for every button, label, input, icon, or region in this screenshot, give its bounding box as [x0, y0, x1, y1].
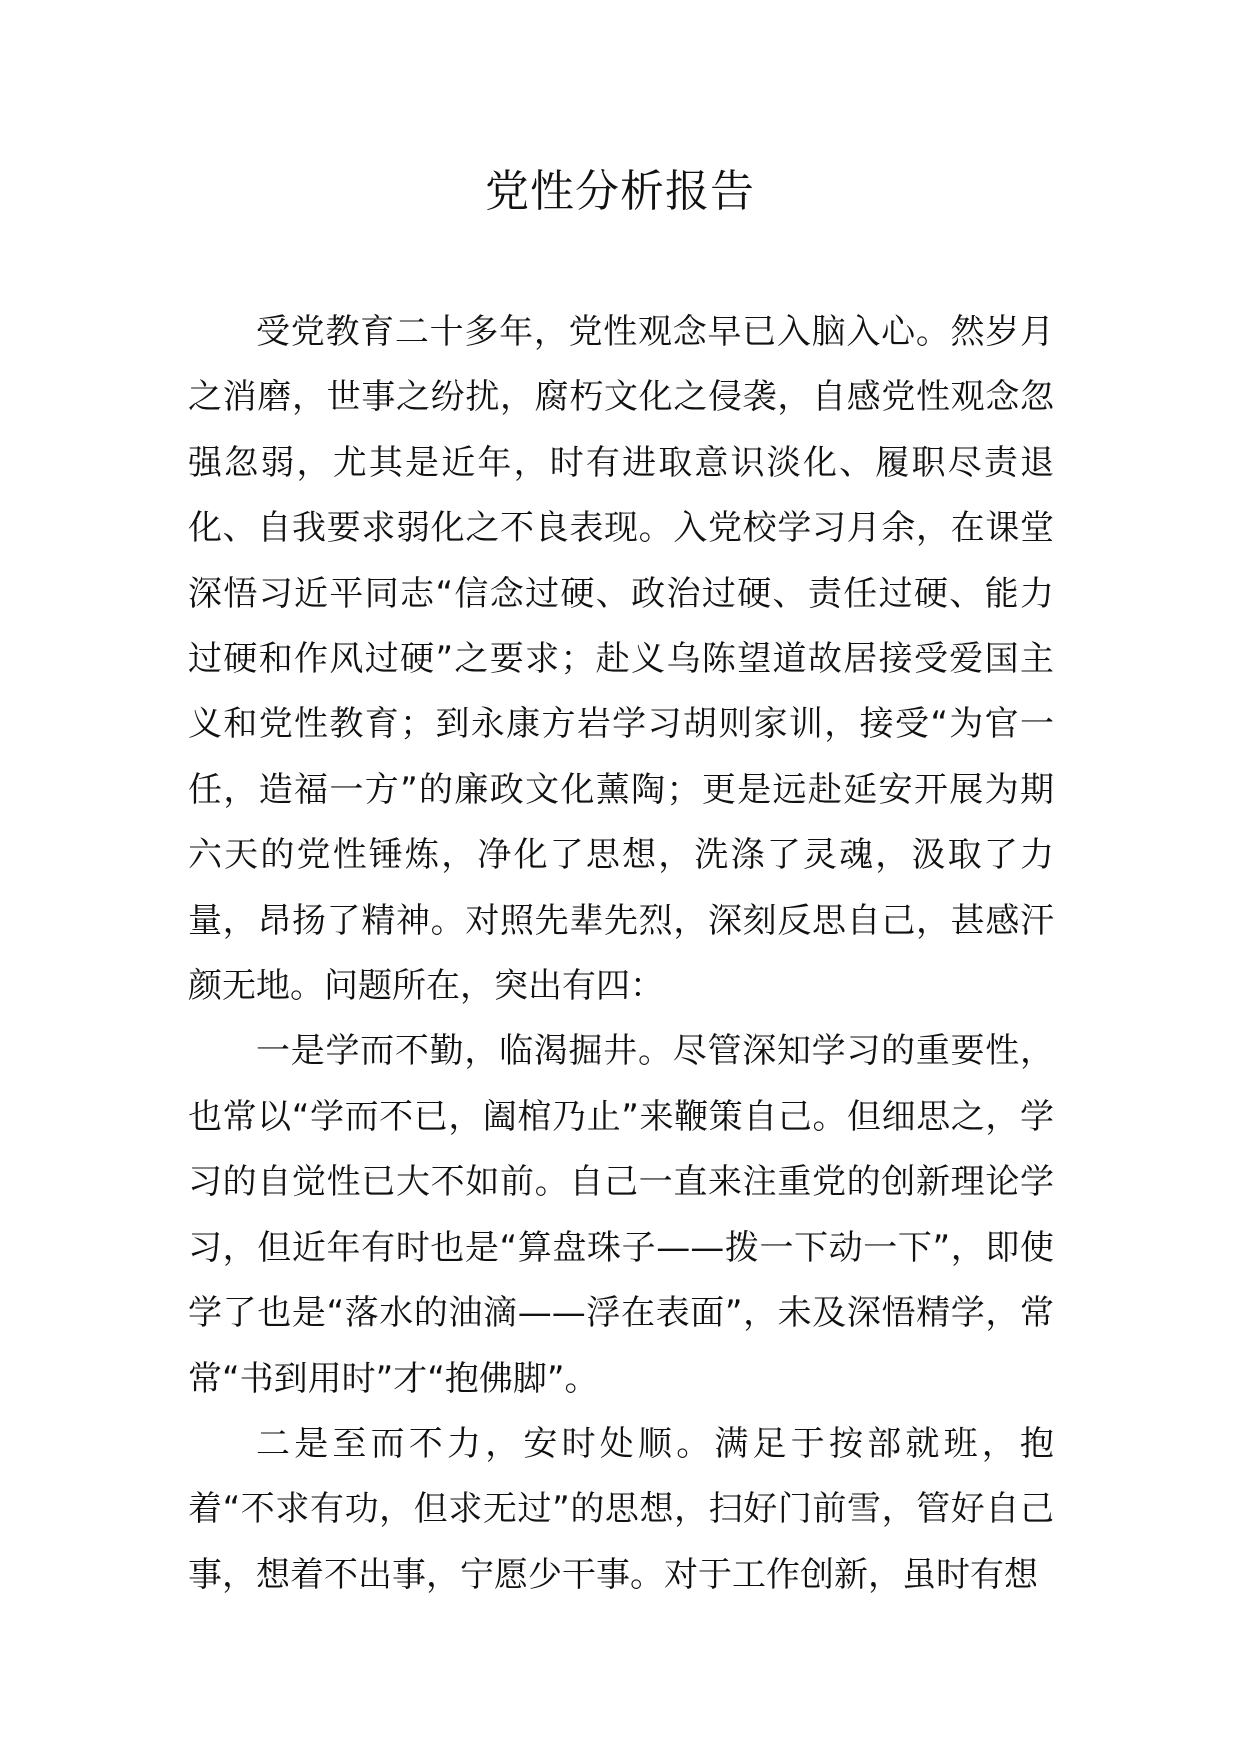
document-title: 党性分析报告: [485, 166, 755, 217]
paragraph-intro: [188, 300, 1054, 1019]
paragraph-point-one-lead: 一是学而不勤，临渴掘井。: [256, 1031, 673, 1072]
paragraph-point-two-text: 满足于按部就班，抱着“不求有功，但求无过”的思想，扫好门前雪，管好自己事，想着不出事，宁愿少干事。对于工作创新，虽时有想: [188, 1423, 1055, 1595]
paragraph-point-two-lead: 二是至而不力，安时处顺。: [256, 1423, 715, 1464]
document-body: [188, 300, 1054, 1608]
paragraph-point-one: [188, 1019, 1054, 1411]
paragraph-intro-text: 受党教育二十多年，党性观念早已入脑入心。然岁月之消磨，世事之纷扰，腐朽文化之侵袭，自感党性观念忽强忽弱，尤其是近年，时有进取意识淡化、履职尽责退化、自我要求弱化之不良表现。入党校学习月余，在课堂深悟习近平同志“信念过硬、政治过硬、责任过硬、能力过硬和作风过硬”之要求；赴义乌陈望道故居接受爱国主义和党性教育；到永康方岩学习胡则家训，接受“为官一任，造福一方”的廉政文化薰陶；更是远赴延安开展为期六天的党性锤炼，净化了思想，洗涤了灵魂，汲取了力量，昂扬了精神。对照先辈先烈，深刻反思自己，甚感汗颜无地。问题所在，突出有四：: [188, 312, 1054, 1007]
paragraph-point-two: [188, 1412, 1054, 1608]
paragraph-point-one-text: 尽管深知学习的重要性，也常以“学而不已，阖棺乃止”来鞭策自己。但细思之，学习的自觉性已大不如前。自己一直来注重党的创新理论学习，但近年有时也是“算盘珠子——拨一下动一下”，即使学了也是“落水的油滴——浮在表面”，未及深悟精学，常常“书到用时”才“抱佛脚”。: [188, 1031, 1055, 1399]
